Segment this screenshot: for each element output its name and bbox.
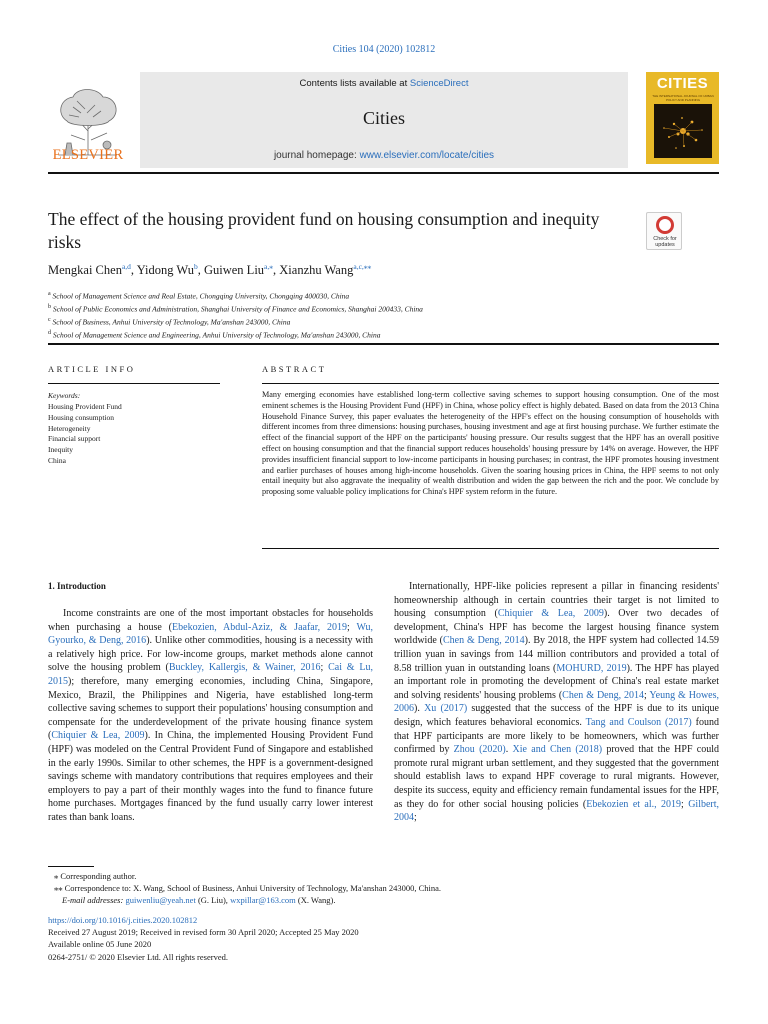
author-affiliation-marker[interactable]: a,d — [121, 262, 131, 271]
paragraph-text: found that HPF participants are more likely to be homeowners, which was further confirmed by — [394, 716, 719, 756]
citation-link[interactable]: Zhou (2020) — [453, 744, 506, 756]
affiliation-item — [48, 302, 688, 315]
affiliation-item — [48, 289, 688, 302]
header-rule — [48, 172, 719, 174]
author-name[interactable]: Yidong Wu — [136, 263, 194, 278]
article-title: The effect of the housing provident fund on housing consumption and inequity risks — [48, 209, 600, 252]
email-link[interactable]: guiwenliu@yeah.net — [125, 895, 196, 905]
journal-homepage-link[interactable]: www.elsevier.com/locate/cities — [359, 150, 495, 161]
contents-available-line — [140, 78, 628, 89]
article-info-heading: ARTICLE INFO — [48, 364, 136, 374]
footnote-corresponding — [48, 870, 728, 882]
citation-link[interactable]: Chiquier & Lea, 2009 — [51, 730, 145, 742]
introduction-heading: 1. Introduction — [48, 581, 106, 591]
paragraph-text: ). By 2018, the HPF system had collected 14.59 trillion yuan in savings from 144 million contributors and provided a total of 8.58 trillion yuan in outstanding loans ( — [394, 635, 720, 674]
publication-info — [48, 914, 548, 963]
received-dates: Received 27 August 2019; Received in revised form 30 April 2020; Accepted 25 May 2020 — [48, 927, 359, 938]
author-list: Mengkai Chen$^{a,d}$, Yidong Wu$^b$, Guiwen Liu$^{a,⁎}$, Xianzhu Wang$^{a,c,⁎⁎}$ — [48, 262, 372, 278]
email-link[interactable]: wxpillar@163.com — [230, 895, 296, 905]
citation-link[interactable]: Chiquier & Lea, 2009 — [497, 608, 604, 620]
paragraph-text: suggested that the success of the HPF is due to its unique design, which features behavioral economics. — [394, 703, 719, 728]
paragraph-text: ; — [644, 689, 650, 701]
citation-link[interactable]: Xie and Chen (2018) — [512, 744, 603, 756]
paragraph-text: Internationally, HPF-like policies represent a pillar in financing residents' homeownership although in certain countries their target is not limited to housing consumption ( — [394, 581, 719, 620]
author-name[interactable]: Xianzhu Wang — [279, 263, 354, 278]
keyword-item: Heterogeneity — [48, 423, 91, 433]
cover-city-lights-image — [654, 104, 712, 158]
citation-link[interactable]: Tang and Coulson (2017) — [585, 716, 692, 728]
sciencedirect-link[interactable]: ScienceDirect — [409, 78, 469, 89]
author-name[interactable]: Mengkai Chen — [48, 263, 122, 278]
cover-subtitle: THE INTERNATIONAL JOURNAL OF URBAN POLICY AND PLANNING — [652, 94, 714, 102]
paragraph-text: ). In China, the implemented Housing Provident Fund (HPF) was modeled on the Central Provident Fund of Singapore and established in the early 1990s. Similar to other schemes, the HPF is a government-designed savings scheme with mandatory contributions that requires employees and their employers to pay a part of their monthly wages into the fund to finance future home purchases. Mortgages financed by the fund usually carry lower interest rates than bank loans. — [48, 730, 373, 823]
keywords-label: Keywords: — [48, 391, 81, 400]
citation-link[interactable]: Buckley, Kallergis, & Wainer, 2016 — [168, 662, 321, 674]
affiliation-list — [48, 289, 688, 341]
intro-paragraph-right — [394, 580, 719, 825]
paragraph-text: ). Over two decades of development, China's HPF has become the largest housing finance system worldwide ( — [394, 608, 719, 647]
keyword-item: China — [48, 455, 66, 465]
check-for-updates-label: Check for updates — [653, 236, 677, 248]
homepage-prefix: journal homepage: — [273, 150, 360, 161]
keywords-list — [48, 402, 122, 467]
check-for-updates-button[interactable] — [646, 212, 682, 250]
abstract-rule — [262, 383, 719, 384]
keyword-item: Housing consumption — [48, 412, 115, 422]
copyright-line: 0264-2751/ © 2020 Elsevier Ltd. All rights reserved. — [48, 951, 228, 962]
citation-link[interactable]: Chen & Deng, 2014 — [442, 635, 525, 647]
title-block-rule — [48, 343, 719, 345]
email-owner: (G. Liu), — [195, 895, 231, 905]
citation-link[interactable]: Gilbert, 2004 — [394, 798, 720, 824]
citation-link[interactable]: Yeung & Howes, 2006 — [394, 689, 720, 715]
citation-link[interactable]: Ebekozien, Abdul-Aziz, & Jaafar, 2019 — [172, 621, 347, 633]
footnotes — [48, 870, 728, 906]
paragraph-text: ; — [320, 662, 329, 674]
affiliation-marker: d — [48, 330, 51, 336]
affiliation-item — [48, 328, 688, 341]
abstract-heading: ABSTRACT — [262, 364, 327, 374]
paragraph-text: . — [505, 744, 513, 756]
affiliation-item — [48, 315, 688, 328]
paragraph-text: proved that the HPF could promote rural migrant urban settlement, and they suggested that the government should establish laws to expand HPF coverage to rural migrants. However, despite its success, equity and efficiency remain fundamental issues for the HPF, as they do for other social housing policies ( — [394, 744, 720, 810]
crossmark-icon — [656, 216, 674, 234]
abstract-end-rule — [262, 548, 719, 549]
paragraph-text: ). The HPF has played an important role in promoting the development of China's real estate market and solving residents' housing problems ( — [394, 662, 720, 701]
affiliation-text: School of Management Science and Engineering, Anhui University of Technology, Ma'anshan 243000, China — [52, 330, 381, 340]
paragraph-text: ); therefore, many emerging economies, including China, Singapore, Mexico, Brazil, the Philippines and Nigeria, have established long-term collective saving schemes to support their populations' housing consumption and compensate for the underdevelopment of the private housing finance system ( — [48, 675, 373, 742]
footnote-rule — [48, 866, 94, 867]
affiliation-marker: b — [48, 304, 51, 310]
journal-reference-link[interactable]: Cities 104 (2020) 102812 — [332, 44, 436, 55]
citation-link[interactable]: MOHURD, 2019 — [556, 662, 627, 674]
affiliation-text: School of Management Science and Real Estate, Chongqing University, Chongqing 400030, China — [52, 291, 350, 301]
footnote-marker: ⁎⁎ — [54, 883, 63, 893]
doi-link[interactable]: https://doi.org/10.1016/j.cities.2020.102812 — [48, 915, 198, 925]
paragraph-text: ; — [681, 798, 689, 810]
citation-link[interactable]: Cai & Lu, 2015 — [48, 662, 373, 687]
keyword-item: Financial support — [48, 434, 101, 444]
citation-link[interactable]: Xu (2017) — [424, 703, 468, 715]
intro-paragraph-left — [48, 607, 373, 825]
cover-title: CITIES — [656, 75, 709, 92]
affiliation-marker: c — [48, 317, 51, 323]
journal-cover-thumbnail[interactable] — [646, 72, 719, 164]
footnote-emails — [48, 894, 728, 906]
affiliation-marker: a — [48, 291, 51, 297]
footnote-text: Corresponding author. — [60, 871, 137, 881]
available-online-date: Available online 05 June 2020 — [48, 939, 152, 950]
footnote-correspondence — [48, 882, 728, 894]
paragraph-text: Income constraints are one of the most important obstacles for households when purchasing a house ( — [48, 608, 373, 633]
paragraph-text: ). — [414, 703, 425, 715]
author-affiliation-marker[interactable]: a,c,⁎⁎ — [353, 262, 372, 271]
footnote-marker: ⁎ — [54, 871, 59, 881]
citation-link[interactable]: Wu, Gyourko, & Deng, 2016 — [48, 621, 373, 647]
affiliation-text: School of Public Economics and Administration, Shanghai University of Finance and Economics, Shanghai 200433, China — [52, 304, 423, 314]
elsevier-wordmark[interactable]: ELSEVIER — [52, 147, 124, 163]
citation-link[interactable]: Chen & Deng, 2014 — [562, 689, 645, 701]
email-owner: (X. Wang). — [295, 895, 336, 905]
author-affiliation-marker[interactable]: b — [193, 262, 198, 271]
abstract-body: Many emerging economies have established long-term collective saving schemes to support housing consumption. One of the most eminent schemes is the Housing Provident Fund (HPF) in China, whose policy effect is highly debated. Based on data from the 2013 China Household Finance Survey, this paper evaluates the heterogeneity of the HPF's effect on the housing consumption of households with different incomes from three dimensions: housing purchases, housing investment and age at first housing purchase. We further estimate the effect of the financial support of the HPF on the participants' housing pressure. Our results suggest that the HPF has an overall positive effect on housing consumption and that the financial support reduces households' housing pressure by 14% on average. However, the HPF provides insufficient financial support to low-income participants in housing purchases; in contrast, the HPF promotes housing investment and earlier purchases of houses among high-income households. Given the soaring housing prices in China, the HPF seems to not only entail inequity but also aggravate the inequality of wealth distribution and widen the gap between the rich and the poor. We conclude by proposing some valuable policy implications for China's HPF system reform in the future. — [262, 390, 719, 497]
author-name[interactable]: Guiwen Liu — [203, 263, 265, 278]
footnote-text: Correspondence to: X. Wang, School of Business, Anhui University of Technology, Ma'anshan 243000, China. — [64, 883, 442, 893]
email-label: E-mail addresses: — [62, 895, 124, 905]
paragraph-text: ). Unlike other commodities, housing is a necessity with a relatively high price. For low-income groups, market methods alone cannot solve the housing problem ( — [48, 635, 373, 674]
journal-title: Cities — [362, 108, 405, 128]
keyword-item: Inequity — [48, 445, 73, 455]
author-affiliation-marker[interactable]: a,⁎ — [264, 262, 274, 271]
paragraph-text: ; — [414, 812, 417, 824]
journal-homepage-line — [140, 150, 628, 161]
keyword-item: Housing Provident Fund — [48, 402, 122, 411]
citation-link[interactable]: Ebekozien et al., 2019 — [586, 798, 682, 810]
paragraph-text: ; — [347, 621, 357, 633]
affiliation-text: School of Business, Anhui University of Technology, Ma'anshan 243000, China — [52, 317, 291, 327]
contents-prefix: Contents lists available at — [299, 78, 410, 89]
article-info-rule — [48, 383, 220, 384]
